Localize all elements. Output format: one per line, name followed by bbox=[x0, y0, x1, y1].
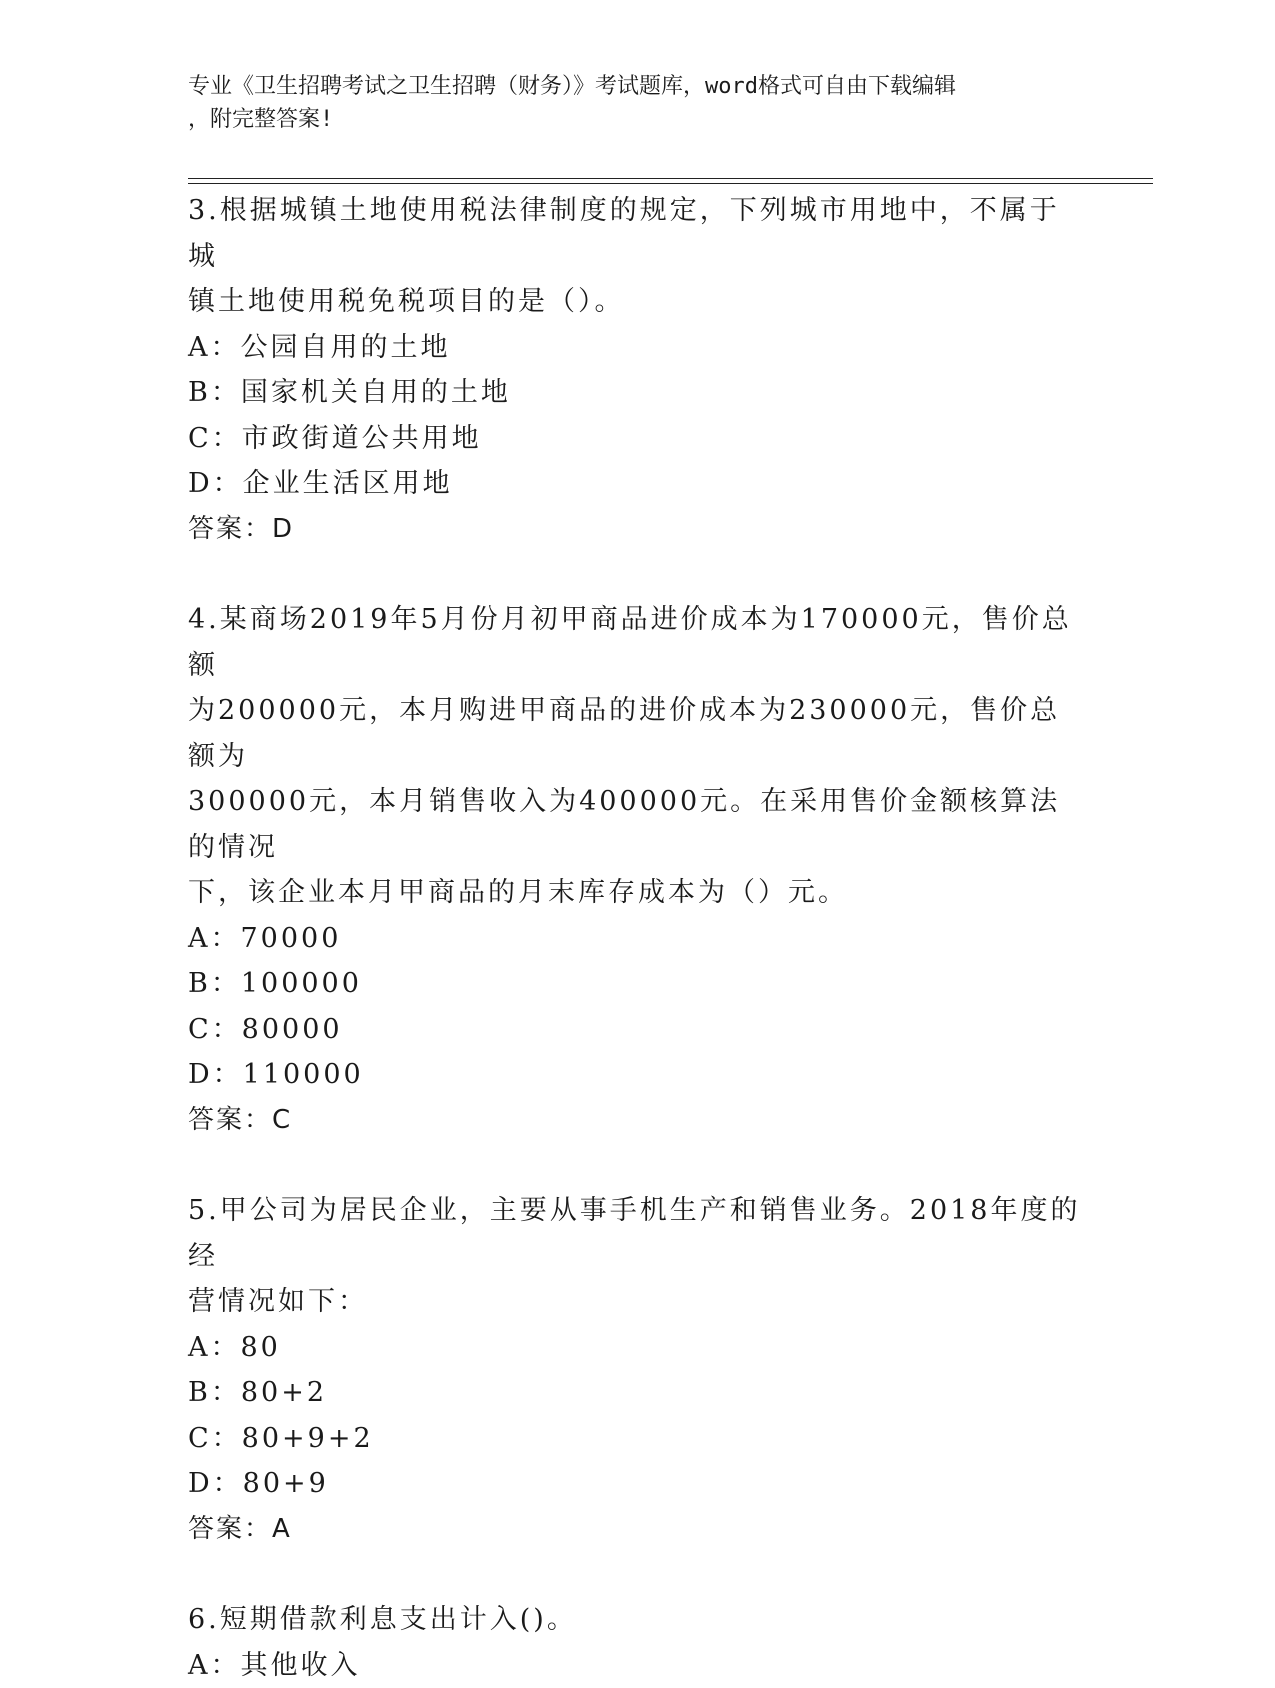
option-c: C：市政街道公共用地 bbox=[188, 416, 1088, 462]
option-b: B：国家机关自用的土地 bbox=[188, 370, 1088, 416]
option-d: D：80+9 bbox=[188, 1461, 1088, 1507]
answer-label: 答案：D bbox=[188, 507, 1088, 553]
header-divider-top bbox=[188, 178, 1153, 179]
question-stem-line: 300000元，本月销售收入为400000元。在采用售价金额核算法的情况 bbox=[188, 779, 1088, 870]
question-stem-line: 营情况如下： bbox=[188, 1279, 1088, 1325]
option-d: D：110000 bbox=[188, 1052, 1088, 1098]
question-stem-line: 5.甲公司为居民企业，主要从事手机生产和销售业务。2018年度的经 bbox=[188, 1188, 1088, 1279]
answer-label: 答案：C bbox=[188, 1098, 1088, 1144]
header-line-2: ，附完整答案! bbox=[188, 103, 1078, 136]
question-5 bbox=[188, 1188, 1088, 1552]
spacer bbox=[188, 552, 1088, 597]
question-stem-line: 3.根据城镇土地使用税法律制度的规定，下列城市用地中，不属于城 bbox=[188, 188, 1088, 279]
option-d: D：企业生活区用地 bbox=[188, 461, 1088, 507]
question-4 bbox=[188, 597, 1088, 1143]
option-c: C：80+9+2 bbox=[188, 1416, 1088, 1462]
spacer bbox=[188, 1143, 1088, 1188]
spacer bbox=[188, 1552, 1088, 1597]
question-stem-line: 为200000元，本月购进甲商品的进价成本为230000元，售价总额为 bbox=[188, 688, 1088, 779]
option-a: A：80 bbox=[188, 1325, 1088, 1371]
answer-label: 答案：A bbox=[188, 1507, 1088, 1553]
option-c: C：80000 bbox=[188, 1007, 1088, 1053]
question-stem-line: 6.短期借款利息支出计入()。 bbox=[188, 1597, 1088, 1643]
header-divider-bottom bbox=[188, 183, 1153, 184]
option-b: B：80+2 bbox=[188, 1370, 1088, 1416]
question-stem-line: 镇土地使用税免税项目的是（）。 bbox=[188, 279, 1088, 325]
option-a: A：70000 bbox=[188, 916, 1088, 962]
document-header bbox=[188, 70, 1078, 136]
question-6 bbox=[188, 1597, 1088, 1688]
question-stem-line: 4.某商场2019年5月份月初甲商品进价成本为170000元，售价总额 bbox=[188, 597, 1088, 688]
question-list bbox=[188, 188, 1088, 1688]
option-b: B：100000 bbox=[188, 961, 1088, 1007]
option-a: A：其他收入 bbox=[188, 1643, 1088, 1688]
option-a: A：公园自用的土地 bbox=[188, 325, 1088, 371]
header-line-1: 专业《卫生招聘考试之卫生招聘（财务）》考试题库，word格式可自由下载编辑 bbox=[188, 70, 1078, 103]
question-stem-line: 下，该企业本月甲商品的月末库存成本为（）元。 bbox=[188, 870, 1088, 916]
question-3 bbox=[188, 188, 1088, 552]
